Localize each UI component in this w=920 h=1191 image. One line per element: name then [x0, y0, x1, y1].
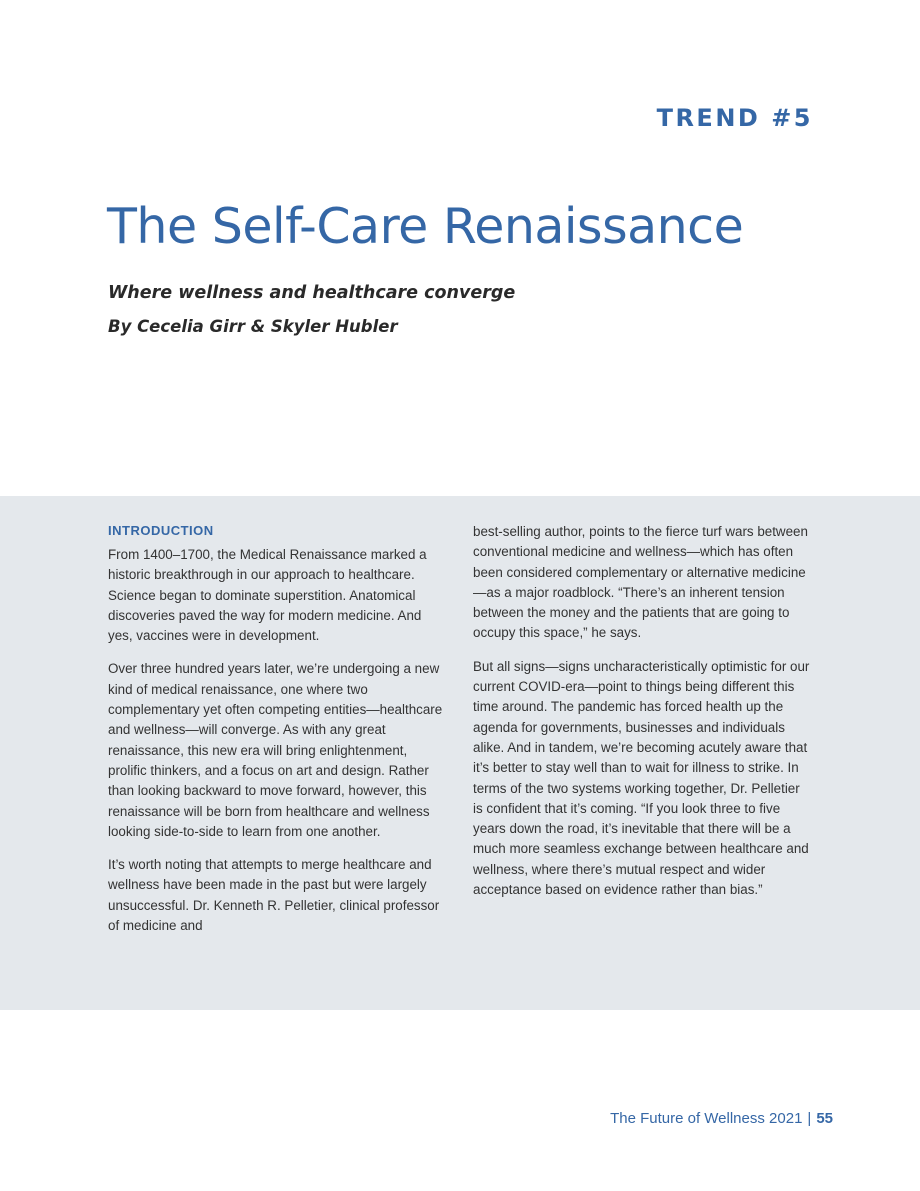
page-title: The Self-Care Renaissance	[107, 198, 744, 255]
paragraph-right-2: But all signs—signs uncharacteristically optimistic for our current COVID-era—point to things being different this time around. The pandemic has forced health up the agenda for governments, businesses and individuals alike. And in tandem, we’re becoming acutely aware that it’s better to stay well than to wait for illness to strike. In terms of the two systems working together, Dr. Pelletier is confident that it’s coming. “If you look three to five years down the road, it’s inevitable that there will be a much more seamless exchange between healthcare and wellness, where there’s mutual respect and wider acceptance based on evidence rather than bias.”	[473, 658, 810, 898]
subtitle: Where wellness and healthcare converge	[108, 283, 516, 303]
page-number: 55	[816, 1110, 833, 1127]
page-footer	[610, 1110, 833, 1127]
section-heading-introduction: INTRODUCTION	[108, 523, 214, 538]
article-column-right	[473, 522, 811, 913]
trend-label: TREND #5	[656, 104, 813, 132]
byline: By Cecelia Girr & Skyler Hubler	[108, 317, 398, 336]
paragraph-intro-1: From 1400–1700, the Medical Renaissance marked a historic breakthrough in our approach to healthcare. Science began to dominate superstition. Anatomical discoveries paved the way for modern medicine. And yes, vaccines were in development.	[108, 547, 427, 644]
footer-separator: |	[807, 1110, 812, 1127]
article-column-left	[108, 522, 446, 949]
paragraph-right-1: best-selling author, points to the fierce turf wars between conventional medicine and wellness—which has often been considered complementary or alternative medicine—as a major roadblock. “There’s an inherent tension between the money and the patients that are going to occupy this space,” he says.	[473, 524, 808, 641]
publication-name: The Future of Wellness 2021	[610, 1110, 803, 1127]
paragraph-intro-2: Over three hundred years later, we’re undergoing a new kind of medical renaissance, one where two complementary yet often competing entities—healthcare and wellness—will converge. As with any great renaissance, this new era will bring enlightenment, prolific thinkers, and a focus on art and design. Rather than looking backward to move forward, however, this renaissance will be born from healthcare and wellness looking side-to-side to learn from one another.	[108, 661, 443, 839]
paragraph-intro-3: It’s worth noting that attempts to merge healthcare and wellness have been made in the past but were largely unsuccessful. Dr. Kenneth R. Pelletier, clinical professor of medicine and	[108, 857, 440, 934]
